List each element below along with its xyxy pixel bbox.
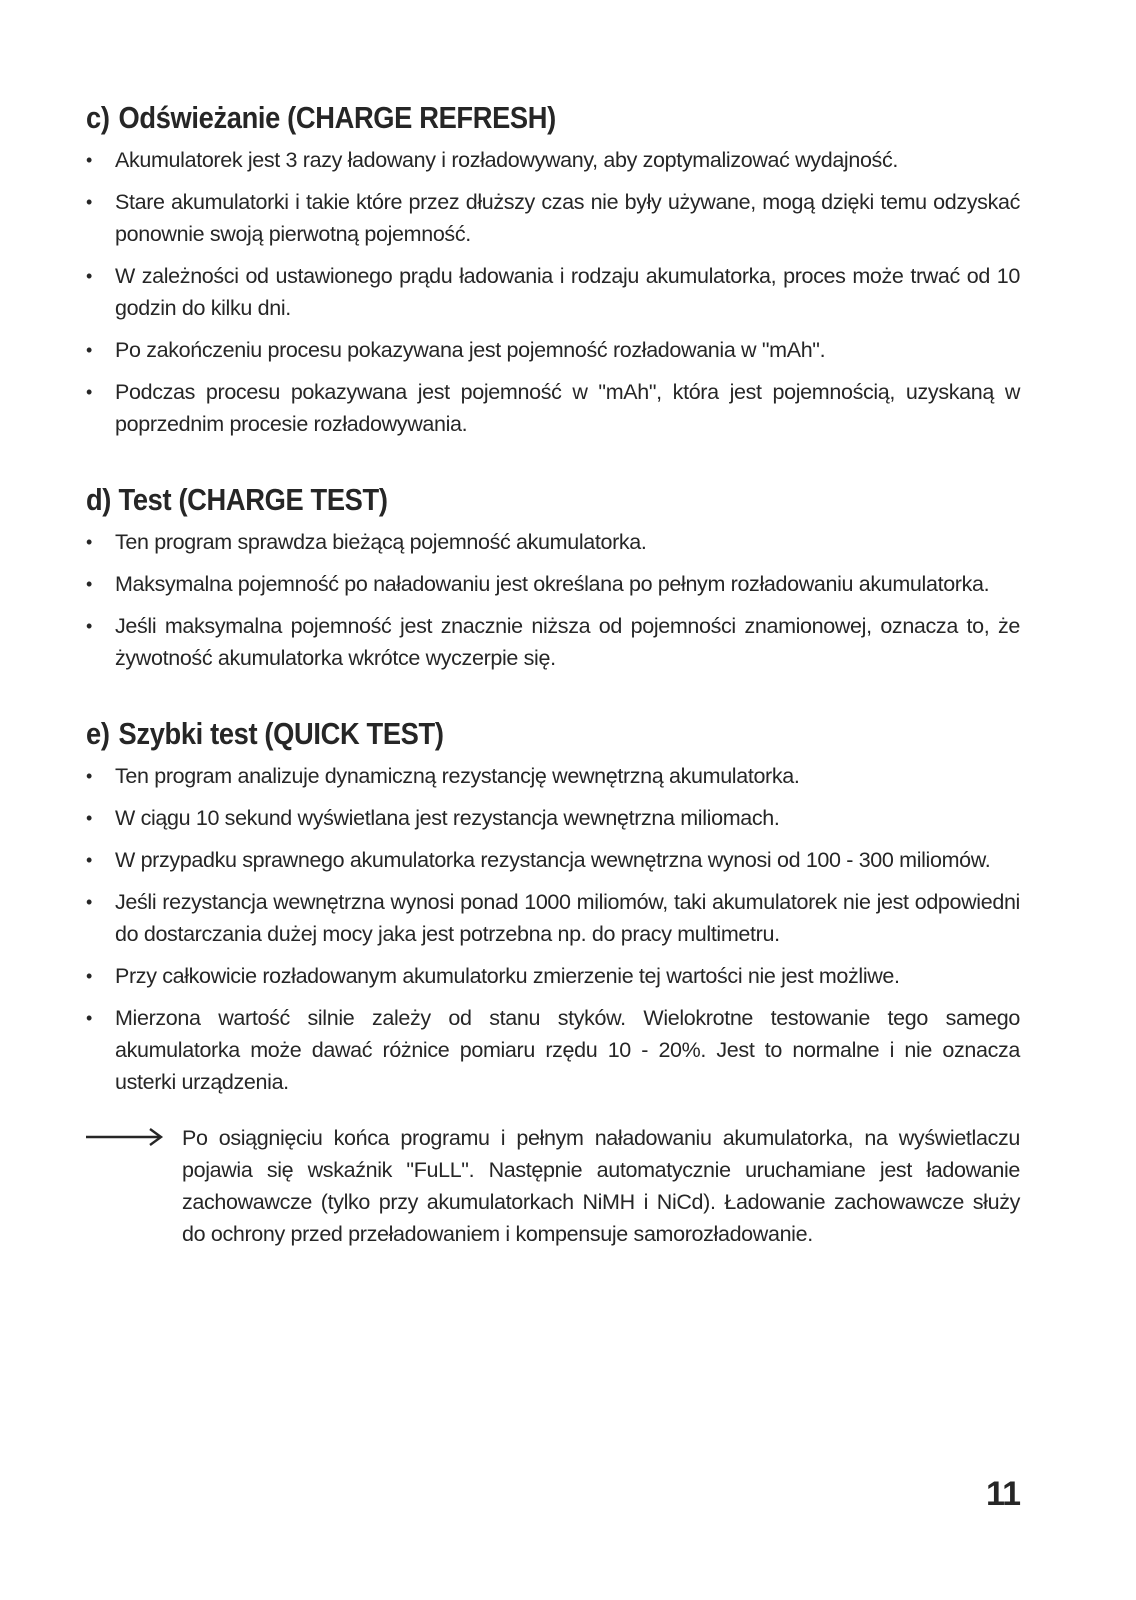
section-heading bbox=[86, 98, 908, 138]
list-item-text: Po zakończeniu procesu pokazywana jest pojemność rozładowania w "mAh". bbox=[115, 338, 826, 362]
bullet-icon: • bbox=[86, 340, 92, 360]
bullet-icon: • bbox=[86, 892, 92, 912]
section-heading bbox=[86, 714, 908, 754]
list-item-text: W zależności od ustawionego prądu ładowania i rodzaju akumulatorka, proces może trwać od 10 godzin do kilku dni. bbox=[115, 264, 1020, 320]
bullet-icon: • bbox=[86, 850, 92, 870]
list-item-text: Ten program analizuje dynamiczną rezystancję wewnętrzną akumulatorka. bbox=[115, 764, 800, 788]
list-item-text: Ten program sprawdza bieżącą pojemność akumulatorka. bbox=[115, 530, 647, 554]
section-letter: e) bbox=[86, 716, 110, 751]
section-charge-test bbox=[86, 480, 1020, 674]
bullet-icon: • bbox=[86, 808, 92, 828]
list-item bbox=[86, 802, 1020, 834]
list-item bbox=[86, 760, 1020, 792]
bullet-icon: • bbox=[86, 1008, 92, 1028]
section-heading bbox=[86, 480, 908, 520]
list-item bbox=[86, 186, 1020, 250]
list-item bbox=[86, 1002, 1020, 1098]
bullet-icon: • bbox=[86, 150, 92, 170]
section-title: Test (CHARGE TEST) bbox=[118, 482, 388, 517]
bullet-list bbox=[86, 144, 1020, 440]
section-title: Szybki test (QUICK TEST) bbox=[118, 716, 444, 751]
list-item-text: Maksymalna pojemność po naładowaniu jest określana po pełnym rozładowaniu akumulatorka. bbox=[115, 572, 990, 596]
list-item bbox=[86, 144, 1020, 176]
bullet-icon: • bbox=[86, 766, 92, 786]
list-item-text: W ciągu 10 sekund wyświetlana jest rezystancja wewnętrzna miliomach. bbox=[115, 806, 780, 830]
note-block bbox=[86, 1122, 1020, 1250]
list-item bbox=[86, 334, 1020, 366]
section-letter: d) bbox=[86, 482, 112, 517]
bullet-icon: • bbox=[86, 192, 92, 212]
page-number: 11 bbox=[986, 1475, 1020, 1513]
bullet-icon: • bbox=[86, 266, 92, 286]
list-item bbox=[86, 526, 1020, 558]
list-item bbox=[86, 844, 1020, 876]
list-item-text: W przypadku sprawnego akumulatorka rezystancja wewnętrzna wynosi od 100 - 300 miliomów. bbox=[115, 848, 991, 872]
list-item-text: Mierzona wartość silnie zależy od stanu styków. Wielokrotne testowanie tego samego akumulatorka może dawać różnice pomiaru rzędu 10 - 20%. Jest to normalne i nie oznacza usterki urządzenia. bbox=[115, 1006, 1020, 1094]
bullet-list bbox=[86, 526, 1020, 674]
arrow-right-icon bbox=[86, 1122, 182, 1250]
list-item-text: Stare akumulatorki i takie które przez dłuższy czas nie były używane, mogą dzięki temu odzyskać ponownie swoją pierwotną pojemność. bbox=[115, 190, 1020, 246]
list-item-text: Podczas procesu pokazywana jest pojemność w "mAh", która jest pojemnością, uzyskaną w poprzednim procesie rozładowywania. bbox=[115, 380, 1020, 436]
list-item bbox=[86, 960, 1020, 992]
bullet-icon: • bbox=[86, 532, 92, 552]
section-letter: c) bbox=[86, 100, 110, 135]
list-item-text: Jeśli rezystancja wewnętrzna wynosi ponad 1000 miliomów, taki akumulatorek nie jest odpowiedni do dostarczania dużej mocy jaka jest potrzebna np. do pracy multimetru. bbox=[115, 890, 1020, 946]
list-item bbox=[86, 568, 1020, 600]
bullet-icon: • bbox=[86, 574, 92, 594]
list-item-text: Jeśli maksymalna pojemność jest znacznie niższa od pojemności znamionowej, oznacza to, że żywotność akumulatorka wkrótce wyczerpie się. bbox=[115, 614, 1020, 670]
bullet-icon: • bbox=[86, 616, 92, 636]
note-text: Po osiągnięciu końca programu i pełnym naładowaniu akumulatorka, na wyświetlaczu pojawia się wskaźnik "FuLL". Następnie automatycznie uruchamiane jest ładowanie zachowawcze (tylko przy akumulatorkach NiMH i NiCd). Ładowanie zachowawcze służy do ochrony przed przeładowaniem i kompensuje samorozładowanie. bbox=[182, 1126, 1020, 1246]
document-page bbox=[86, 98, 1020, 1290]
section-title: Odświeżanie (CHARGE REFRESH) bbox=[118, 100, 556, 135]
list-item-text: Przy całkowicie rozładowanym akumulatorku zmierzenie tej wartości nie jest możliwe. bbox=[115, 964, 900, 988]
bullet-list bbox=[86, 760, 1020, 1098]
bullet-icon: • bbox=[86, 966, 92, 986]
list-item-text: Akumulatorek jest 3 razy ładowany i rozładowywany, aby zoptymalizować wydajność. bbox=[115, 148, 898, 172]
bullet-icon: • bbox=[86, 382, 92, 402]
list-item bbox=[86, 260, 1020, 324]
list-item bbox=[86, 886, 1020, 950]
section-charge-refresh bbox=[86, 98, 1020, 440]
list-item bbox=[86, 376, 1020, 440]
section-quick-test bbox=[86, 714, 1020, 1250]
list-item bbox=[86, 610, 1020, 674]
